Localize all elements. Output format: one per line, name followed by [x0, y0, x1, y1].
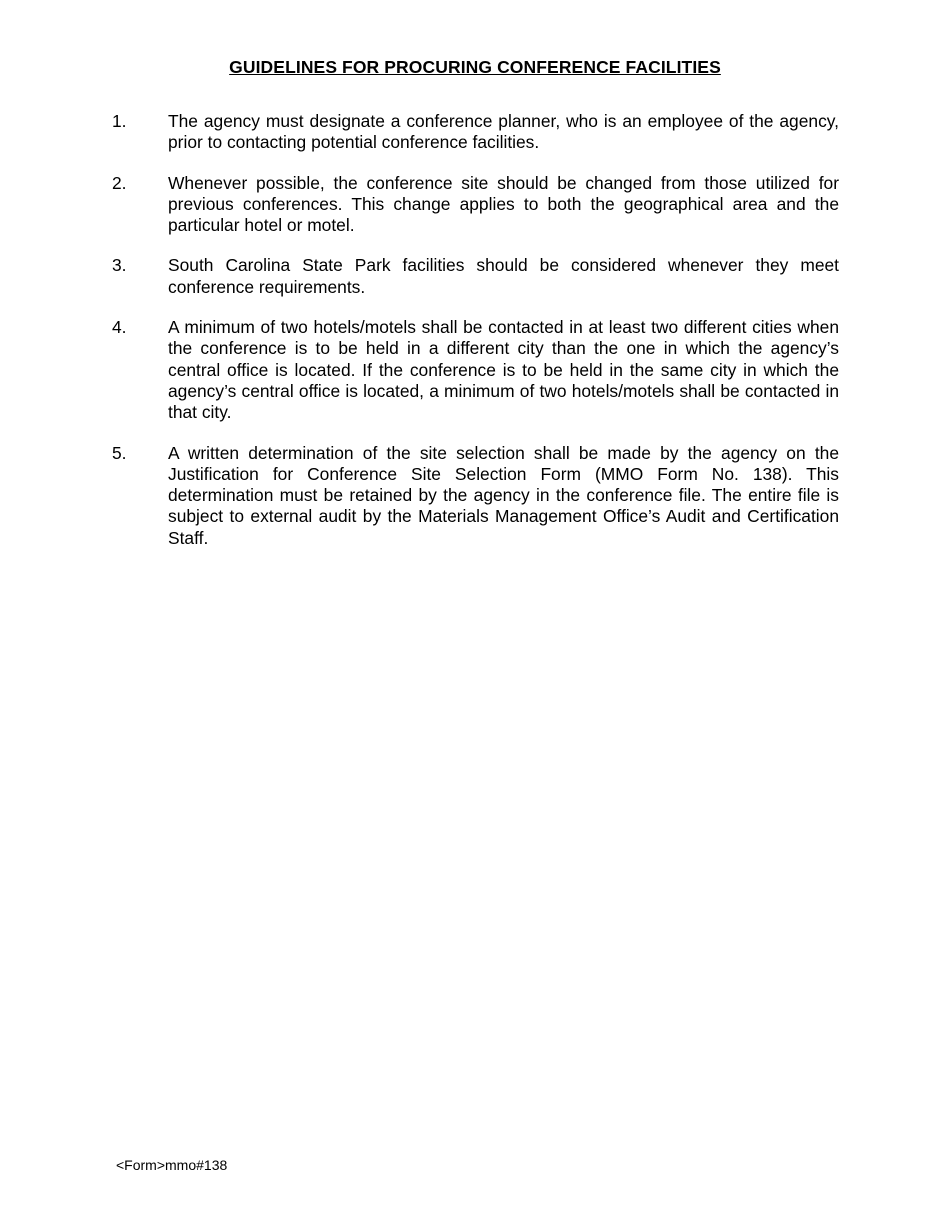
guidelines-list	[112, 111, 839, 568]
item-number: 5.	[112, 442, 127, 463]
item-text: The agency must designate a conference planner, who is an employee of the agency, prior to contacting potential conference facilities.	[168, 111, 839, 153]
guideline-item-1	[112, 111, 839, 154]
item-number: 3.	[112, 255, 127, 276]
item-text: Whenever possible, the conference site should be changed from those utilized for previous conferences. This change applies to both the geographical area and the particular hotel or motel.	[168, 172, 839, 236]
page-title: GUIDELINES FOR PROCURING CONFERENCE FACILITIES	[229, 57, 721, 77]
item-text: South Carolina State Park facilities should be considered whenever they meet conference requirements.	[168, 255, 839, 297]
item-number: 1.	[112, 111, 127, 131]
footer-form-code: <Form>mmo#138	[116, 1157, 228, 1173]
guideline-item-5	[112, 443, 839, 549]
guideline-item-4	[112, 317, 839, 423]
guideline-item-2	[112, 173, 839, 237]
item-number: 2.	[112, 172, 127, 193]
item-number: 4.	[112, 317, 127, 338]
guideline-item-3	[112, 255, 839, 298]
item-text: A minimum of two hotels/motels shall be contacted in at least two different cities when the conference is to be held in a different city than the one in which the agency’s central office is located. If the conference is to be held in the same city in which the agency’s central office is located, a minimum of two hotels/motels shall be contacted in that city.	[168, 317, 839, 423]
item-text: A written determination of the site selection shall be made by the agency on the Justification for Conference Site Selection Form (MMO Form No. 138). This determination must be retained by the agency in the conference file. The entire file is subject to external audit by the Materials Management Office’s Audit and Certification Staff.	[168, 442, 839, 548]
